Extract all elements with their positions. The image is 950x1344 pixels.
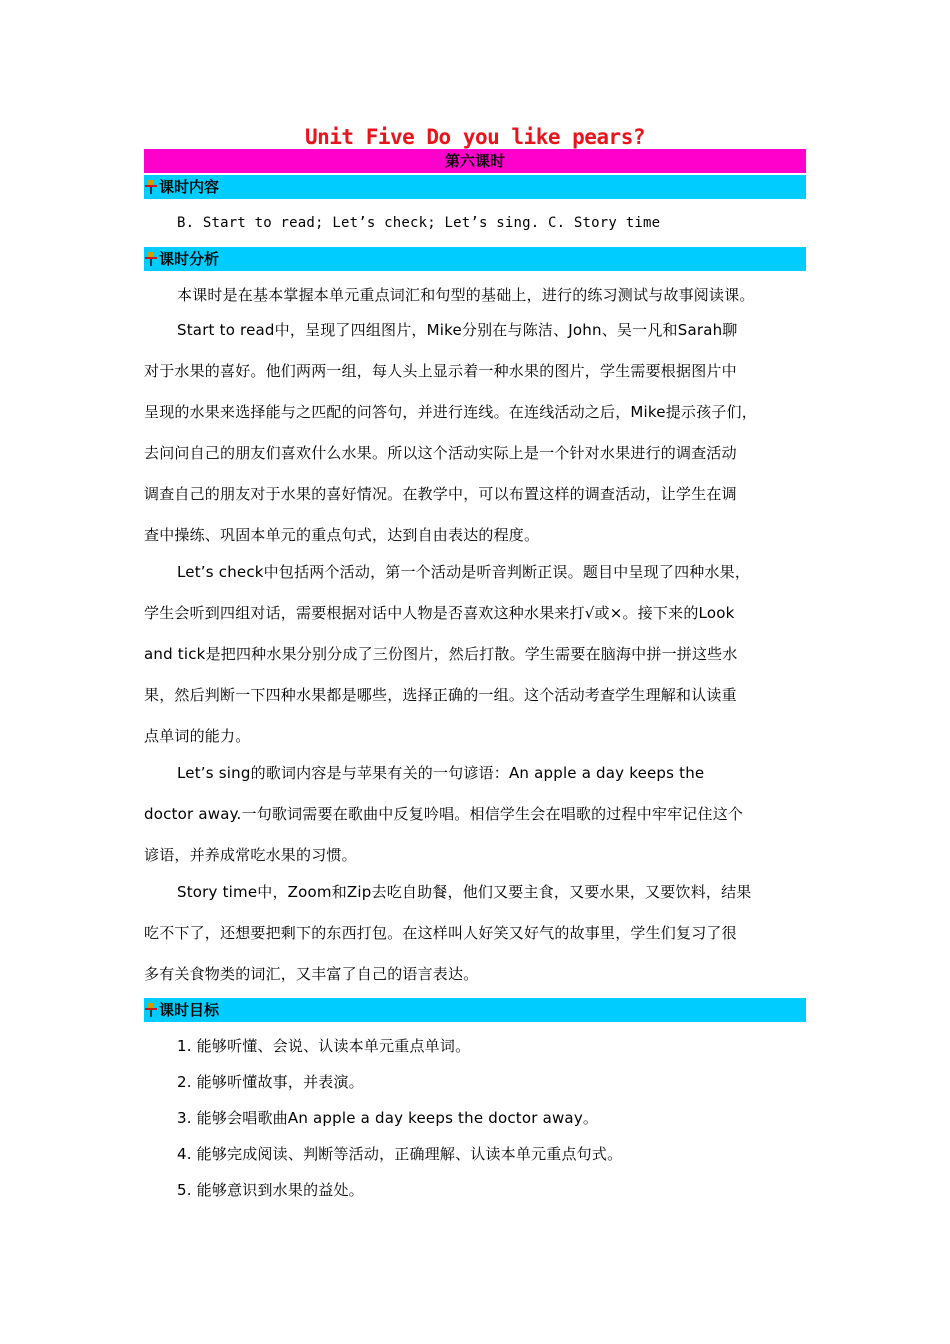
paragraph-line: Story time中，Zoom和Zip去吃自助餐，他们又要主食，又要水果，又要饮料，结果 (177, 883, 752, 901)
paragraph-line: 对于水果的喜好。他们两两一组，每人头上显示着一种水果的图片，学生需要根据图片中 (144, 362, 737, 380)
document-title: Unit Five Do you like pears? (304, 125, 645, 149)
pin-icon (144, 251, 158, 267)
section-header-analysis (144, 247, 806, 271)
paragraph-line: 查中操练、巩固本单元的重点句式，达到自由表达的程度。 (144, 526, 540, 544)
lesson-bar: 第六课时 (144, 149, 806, 173)
goal-item: 5. 能够意识到水果的益处。 (177, 1181, 364, 1199)
paragraph-line: doctor away.一句歌词需要在歌曲中反复吟唱。相信学生会在唱歌的过程中牢牢记住这个 (144, 805, 744, 823)
paragraph-line: 多有关食物类的词汇，又丰富了自己的语言表达。 (144, 965, 479, 983)
content-text: B. Start to read; Let’s check; Let’s sing. C. Story time (177, 215, 661, 231)
paragraph-line: 谚语，并养成常吃水果的习惯。 (144, 846, 357, 864)
paragraph-line: 去问问自己的朋友们喜欢什么水果。所以这个活动实际上是一个针对水果进行的调查活动 (144, 444, 737, 462)
goal-item: 1. 能够听懂、会说、认读本单元重点单词。 (177, 1037, 471, 1055)
goal-item: 3. 能够会唱歌曲An apple a day keeps the doctor away。 (177, 1109, 599, 1127)
section-label-content: 课时内容 (159, 178, 220, 196)
paragraph-line: 呈现的水果来选择能与之匹配的问答句，并进行连线。在连线活动之后，Mike提示孩子们， (144, 403, 757, 421)
pin-icon (144, 179, 158, 195)
paragraph-line: Let’s check中包括两个活动，第一个活动是听音判断正误。题目中呈现了四种水果， (177, 563, 751, 581)
paragraph-line: 调查自己的朋友对于水果的喜好情况。在教学中，可以布置这样的调查活动，让学生在调 (144, 485, 737, 503)
section-label-goals: 课时目标 (159, 1001, 220, 1019)
section-header-content (144, 175, 806, 199)
paragraph-line: Start to read中，呈现了四组图片，Mike分别在与陈洁、John、吴一凡和Sarah聊 (177, 321, 738, 339)
paragraph-line: 果，然后判断一下四种水果都是哪些，选择正确的一组。这个活动考查学生理解和认读重 (144, 686, 737, 704)
goal-item: 4. 能够完成阅读、判断等活动，正确理解、认读本单元重点句式。 (177, 1145, 623, 1163)
paragraph-line: 本课时是在基本掌握本单元重点词汇和句型的基础上，进行的练习测试与故事阅读课。 (177, 286, 755, 304)
section-label-analysis: 课时分析 (159, 250, 220, 268)
goal-item: 2. 能够听懂故事，并表演。 (177, 1073, 364, 1091)
paragraph-line: and tick是把四种水果分别分成了三份图片，然后打散。学生需要在脑海中拼一拼这些水 (144, 645, 738, 663)
pin-icon (144, 1002, 158, 1018)
paragraph-line: 学生会听到四组对话，需要根据对话中人物是否喜欢这种水果来打√或×。接下来的Look (144, 604, 735, 622)
paragraph-line: 吃不下了，还想要把剩下的东西打包。在这样叫人好笑又好气的故事里，学生们复习了很 (144, 924, 737, 942)
section-header-goals (144, 998, 806, 1022)
paragraph-line: Let’s sing的歌词内容是与苹果有关的一句谚语：An apple a day keeps the (177, 764, 705, 782)
paragraph-line: 点单词的能力。 (144, 727, 251, 745)
